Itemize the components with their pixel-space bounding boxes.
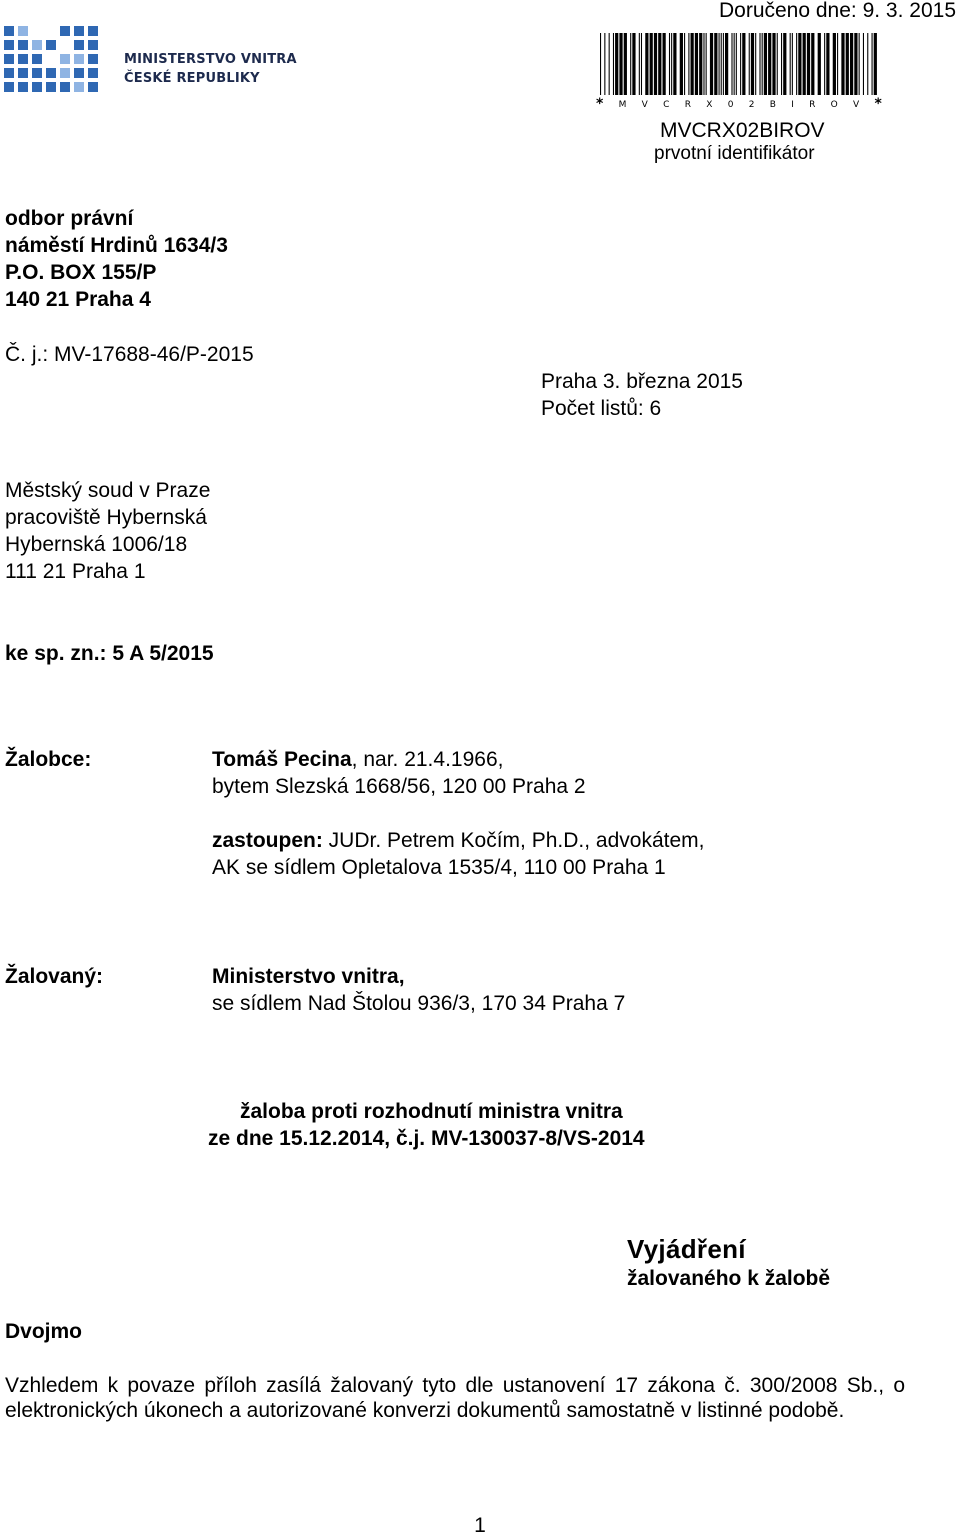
subject-line2: ze dne 15.12.2014, č.j. MV-130037-8/VS-2014 <box>208 1127 645 1150</box>
page-number: 1 <box>474 1514 486 1537</box>
representative-name: JUDr. Petrem Kočím, Ph.D., advokátem, <box>322 829 705 852</box>
barcode-caption-char: O <box>830 100 838 110</box>
body-paragraph <box>5 1373 905 1423</box>
sender-pobox: P.O. BOX 155/P <box>5 261 157 284</box>
received-date: Doručeno dne: 9. 3. 2015 <box>718 0 956 22</box>
barcode-caption-char: * <box>874 96 882 112</box>
case-number <box>5 641 214 667</box>
recipient-name: Městský soud v Praze <box>5 479 211 502</box>
plaintiff-address: bytem Slezská 1668/56, 120 00 Praha 2 <box>212 775 586 798</box>
barcode-caption-char: B <box>769 100 776 110</box>
recipient-workplace: pracoviště Hybernská <box>5 506 207 529</box>
sender-department: odbor právní <box>5 207 134 230</box>
reference-label: Č. j.: <box>5 343 49 366</box>
barcode-caption-char: R <box>809 100 816 110</box>
barcode-code: MVCRX02BIROV <box>660 119 825 142</box>
barcode-caption-char: M <box>618 100 627 110</box>
plaintiff-birth: , nar. 21.4.1966, <box>351 748 504 771</box>
barcode-caption-char: V <box>641 100 648 110</box>
barcode-label: prvotní identifikátor <box>654 143 815 164</box>
barcode-caption-char: C <box>663 100 670 110</box>
recipient-street: Hybernská 1006/18 <box>5 533 188 556</box>
barcode-caption-char: * <box>596 96 604 112</box>
defendant-address: se sídlem Nad Štolou 936/3, 170 34 Praha 7 <box>212 992 626 1015</box>
defendant-label: Žalovaný: <box>5 965 104 988</box>
representative-address: AK se sídlem Opletalova 1535/4, 110 00 Praha 1 <box>212 856 666 879</box>
plaintiff-representative <box>212 828 704 854</box>
barcode-caption <box>596 96 882 112</box>
barcode-caption-char: I <box>791 100 794 110</box>
sheet-count: Počet listů: 6 <box>541 397 662 420</box>
plaintiff-label: Žalobce: <box>5 748 92 771</box>
document-title: Vyjádření <box>627 1234 746 1264</box>
reference-number <box>5 342 254 368</box>
copies-note: Dvojmo <box>5 1320 83 1343</box>
representative-label: zastoupen: <box>212 829 323 852</box>
barcode <box>596 33 882 111</box>
barcode-caption-char: R <box>684 100 691 110</box>
barcode-caption-char: X <box>706 100 713 110</box>
barcode-caption-char: 0 <box>727 100 734 110</box>
sender-street: náměstí Hrdinů 1634/3 <box>5 234 228 257</box>
ministry-logo <box>2 24 297 104</box>
document-date: Praha 3. března 2015 <box>541 370 743 393</box>
defendant-name: Ministerstvo vnitra, <box>212 965 405 988</box>
reference-value: MV-17688-46/P-2015 <box>48 343 254 366</box>
ministry-logo-line1: MINISTERSTVO VNITRA <box>124 52 297 67</box>
recipient-city: 111 21 Praha 1 <box>5 560 146 583</box>
barcode-caption-char: V <box>853 100 860 110</box>
case-label: ke sp. zn.: <box>5 642 107 665</box>
plaintiff-line <box>212 747 503 773</box>
barcode-caption-char: 2 <box>748 100 755 110</box>
barcode-icon <box>600 33 878 95</box>
body-text: Vzhledem k povaze příloh zasílá žalovaný tyto dle ustanovení 17 zákona č. 300/2008 Sb., o elektronických úkonech a autorizované konverzi dokumentů samostatně v listinné podobě. <box>5 1374 905 1422</box>
subject-line1: žaloba proti rozhodnutí ministra vnitra <box>240 1100 623 1123</box>
plaintiff-name: Tomáš Pecina <box>212 748 352 771</box>
sender-city: 140 21 Praha 4 <box>5 288 151 311</box>
case-value: 5 A 5/2015 <box>106 642 214 665</box>
ministry-logo-text <box>124 50 297 88</box>
ministry-logo-line2: ČESKÉ REPUBLIKY <box>124 71 260 86</box>
ministry-logo-mark-icon <box>2 24 112 104</box>
document-subtitle: žalovaného k žalobě <box>627 1267 831 1290</box>
